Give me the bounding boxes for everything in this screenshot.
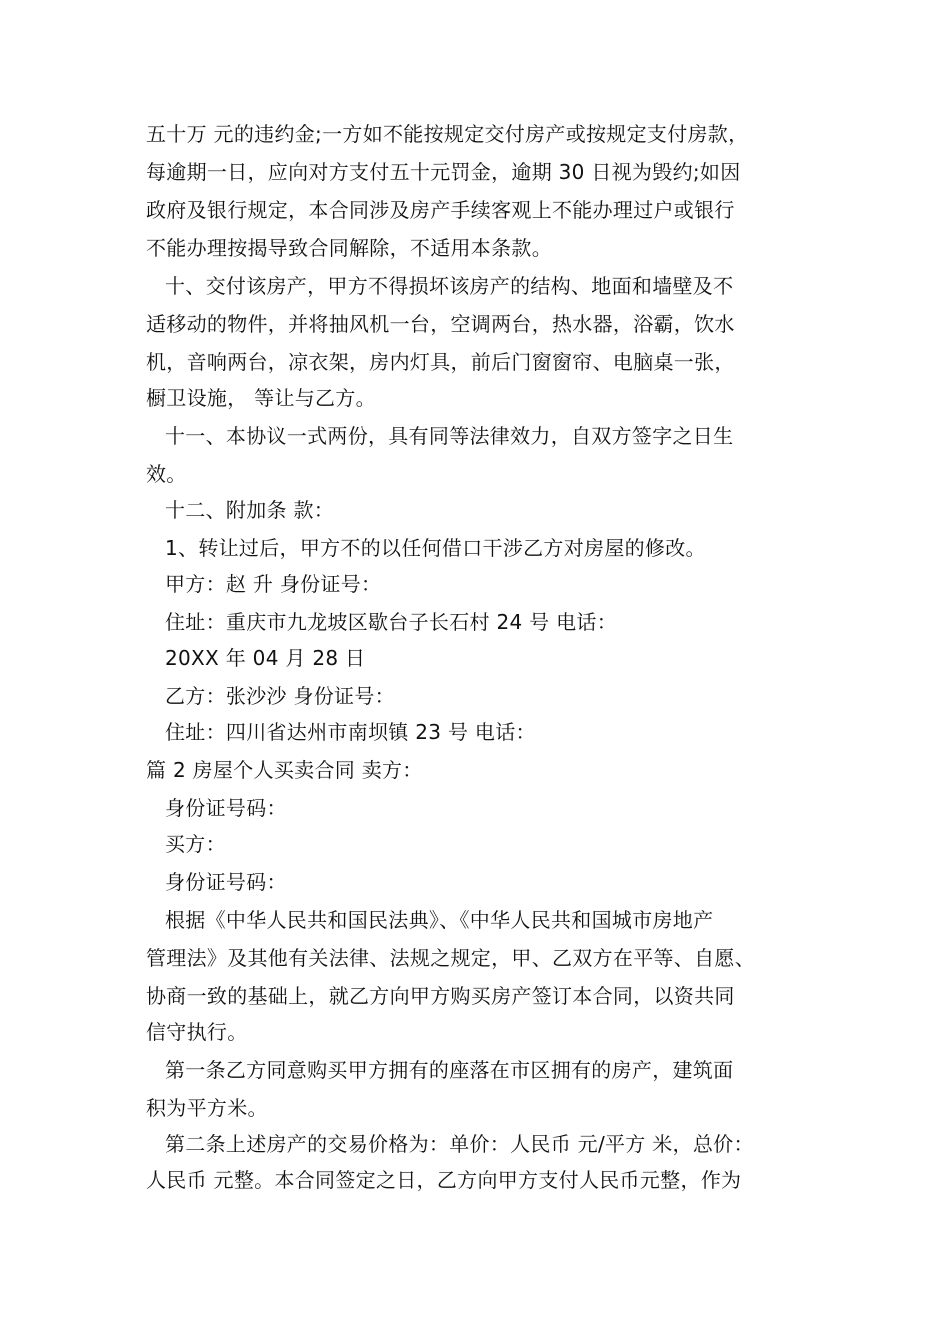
paragraph-line: 十、交付该房产，甲方不得损坏该房产的结构、地面和墙壁及不 xyxy=(165,274,734,298)
paragraph-line: 协商一致的基础上，就乙方向甲方购买房产签订本合同，以资共同 xyxy=(146,984,735,1008)
paragraph-line: 不能办理按揭导致合同解除，不适用本条款。 xyxy=(146,236,552,260)
id-number-line: 身份证号码： xyxy=(165,870,287,894)
paragraph-line: 机，音响两台，凉衣架，房内灯具，前后门窗窗帘、电脑桌一张， xyxy=(146,350,735,374)
paragraph-line: 政府及银行规定，本合同涉及房产手续客观上不能办理过户或银行 xyxy=(146,198,735,222)
paragraph-line: 效。 xyxy=(146,462,187,486)
paragraph-line: 每逾期一日，应向对方支付五十元罚金，逾期 30 日视为毁约;如因 xyxy=(146,160,741,184)
address-line: 住址：重庆市九龙坡区歇台子长石村 24 号 电话： xyxy=(165,610,618,634)
paragraph-line: 橱卫设施， 等让与乙方。 xyxy=(146,386,376,410)
paragraph-line: 十二、附加条 款： xyxy=(165,498,335,522)
buyer-line: 买方： xyxy=(165,832,226,856)
party-b-line: 乙方：张沙沙 身份证号： xyxy=(165,684,395,708)
paragraph-line: 根据《中华人民共和国民法典》、《中华人民共和国城市房地产 xyxy=(165,908,714,932)
section-heading: 篇 2 房屋个人买卖合同 卖方： xyxy=(146,758,423,782)
paragraph-line: 人民币 元整。本合同签定之日，乙方向甲方支付人民币元整，作为 xyxy=(146,1168,742,1192)
paragraph-line: 积为平方米。 xyxy=(146,1096,268,1120)
paragraph-line: 十一、本协议一式两份，具有同等法律效力，自双方签字之日生 xyxy=(165,424,734,448)
paragraph-line: 第二条上述房产的交易价格为：单价：人民币 元/平方 米，总价： xyxy=(165,1132,754,1156)
paragraph-line: 管理法》及其他有关法律、法规之规定，甲、乙双方在平等、自愿、 xyxy=(146,946,755,970)
id-number-line: 身份证号码： xyxy=(165,796,287,820)
paragraph-line: 适移动的物件，并将抽风机一台，空调两台，热水器，浴霸，饮水 xyxy=(146,312,735,336)
paragraph-line: 信守执行。 xyxy=(146,1020,248,1044)
paragraph-line: 1、转让过后，甲方不的以任何借口干涉乙方对房屋的修改。 xyxy=(165,536,706,560)
address-line: 住址：四川省达州市南坝镇 23 号 电话： xyxy=(165,720,536,744)
paragraph-line: 五十万 元的违约金;一方如不能按规定交付房产或按规定支付房款， xyxy=(146,122,749,146)
party-a-line: 甲方：赵 升 身份证号： xyxy=(165,572,382,596)
paragraph-line: 第一条乙方同意购买甲方拥有的座落在市区拥有的房产，建筑面 xyxy=(165,1058,734,1082)
date-line: 20XX 年 04 月 28 日 xyxy=(165,646,366,670)
